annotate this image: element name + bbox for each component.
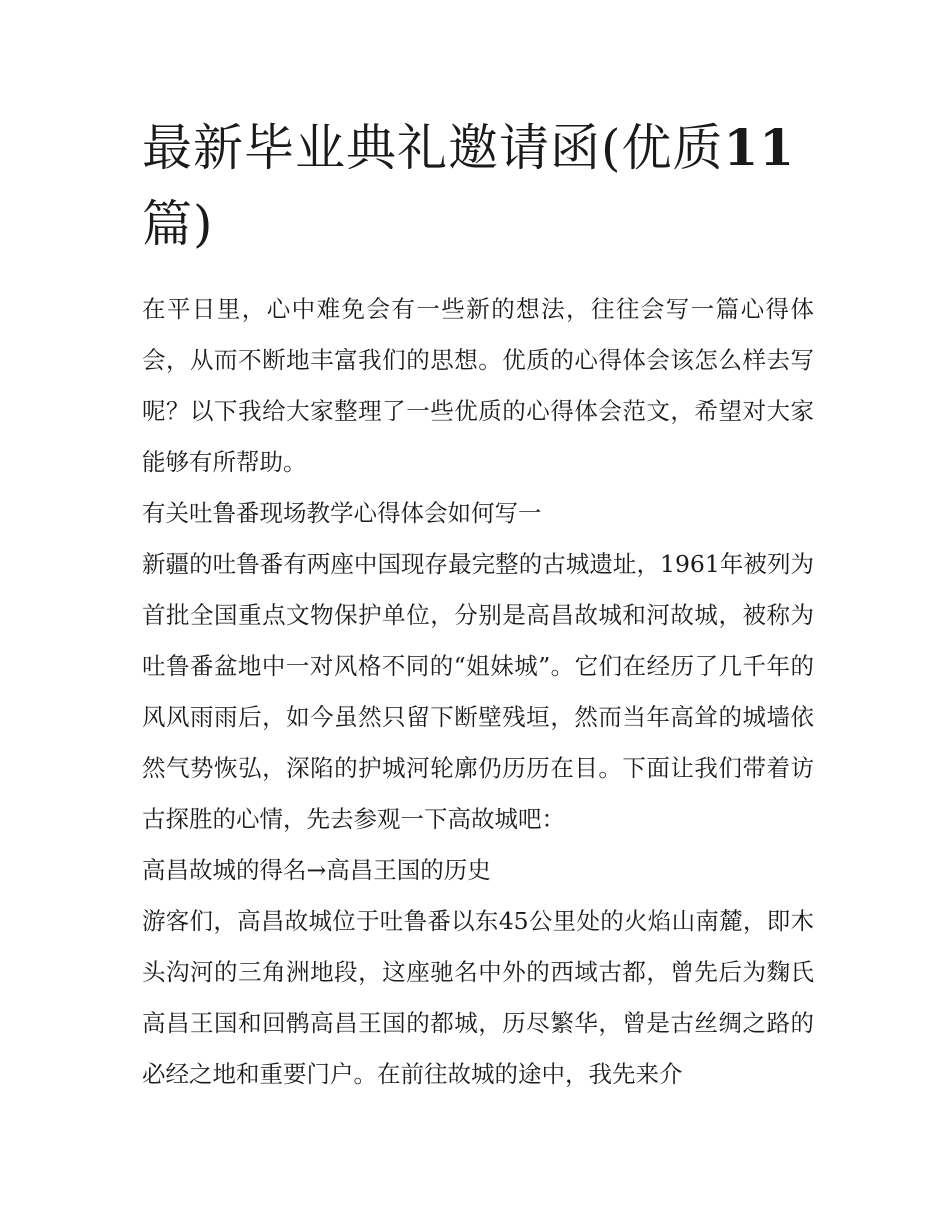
document-page [142, 110, 814, 1100]
title-text: 最新毕业典礼邀请函(优质 [142, 119, 724, 177]
document-body [142, 284, 814, 1100]
subsection-heading: 高昌故城的得名→高昌王国的历史 [142, 856, 491, 884]
title-number: 11 [723, 118, 796, 177]
document-title [142, 110, 814, 262]
title-text-end: 篇) [142, 195, 214, 253]
section-heading: 有关吐鲁番现场教学心得体会如何写一 [142, 499, 542, 527]
body-paragraph: 新疆的吐鲁番有两座中国现存最完整的古城遗址，1961年被列为首批全国重点文物保护单位，分别是高昌故城和河故城，被称为吐鲁番盆地中一对风格不同的“姐妹城”。它们在经历了几千年的风风雨雨后，如今虽然只留下断壁残垣，然而当年高耸的城墙依然气势恢弘，深陷的护城河轮廓仍历历在目。下面让我们带着访古探胜的心情，先去参观一下高故城吧： [142, 550, 814, 833]
intro-paragraph: 在平日里，心中难免会有一些新的想法，往往会写一篇心得体会，从而不断地丰富我们的思想。优质的心得体会该怎么样去写呢？以下我给大家整理了一些优质的心得体会范文，希望对大家能够有所帮助。 [142, 295, 814, 476]
body-paragraph: 游客们，高昌故城位于吐鲁番以东45公里处的火焰山南麓，即木头沟河的三角洲地段，这座驰名中外的西域古都，曾先后为麴氏高昌王国和回鹘高昌王国的都城，历尽繁华，曾是古丝绸之路的必经之地和重要门户。在前往故城的途中，我先来介 [142, 907, 814, 1088]
